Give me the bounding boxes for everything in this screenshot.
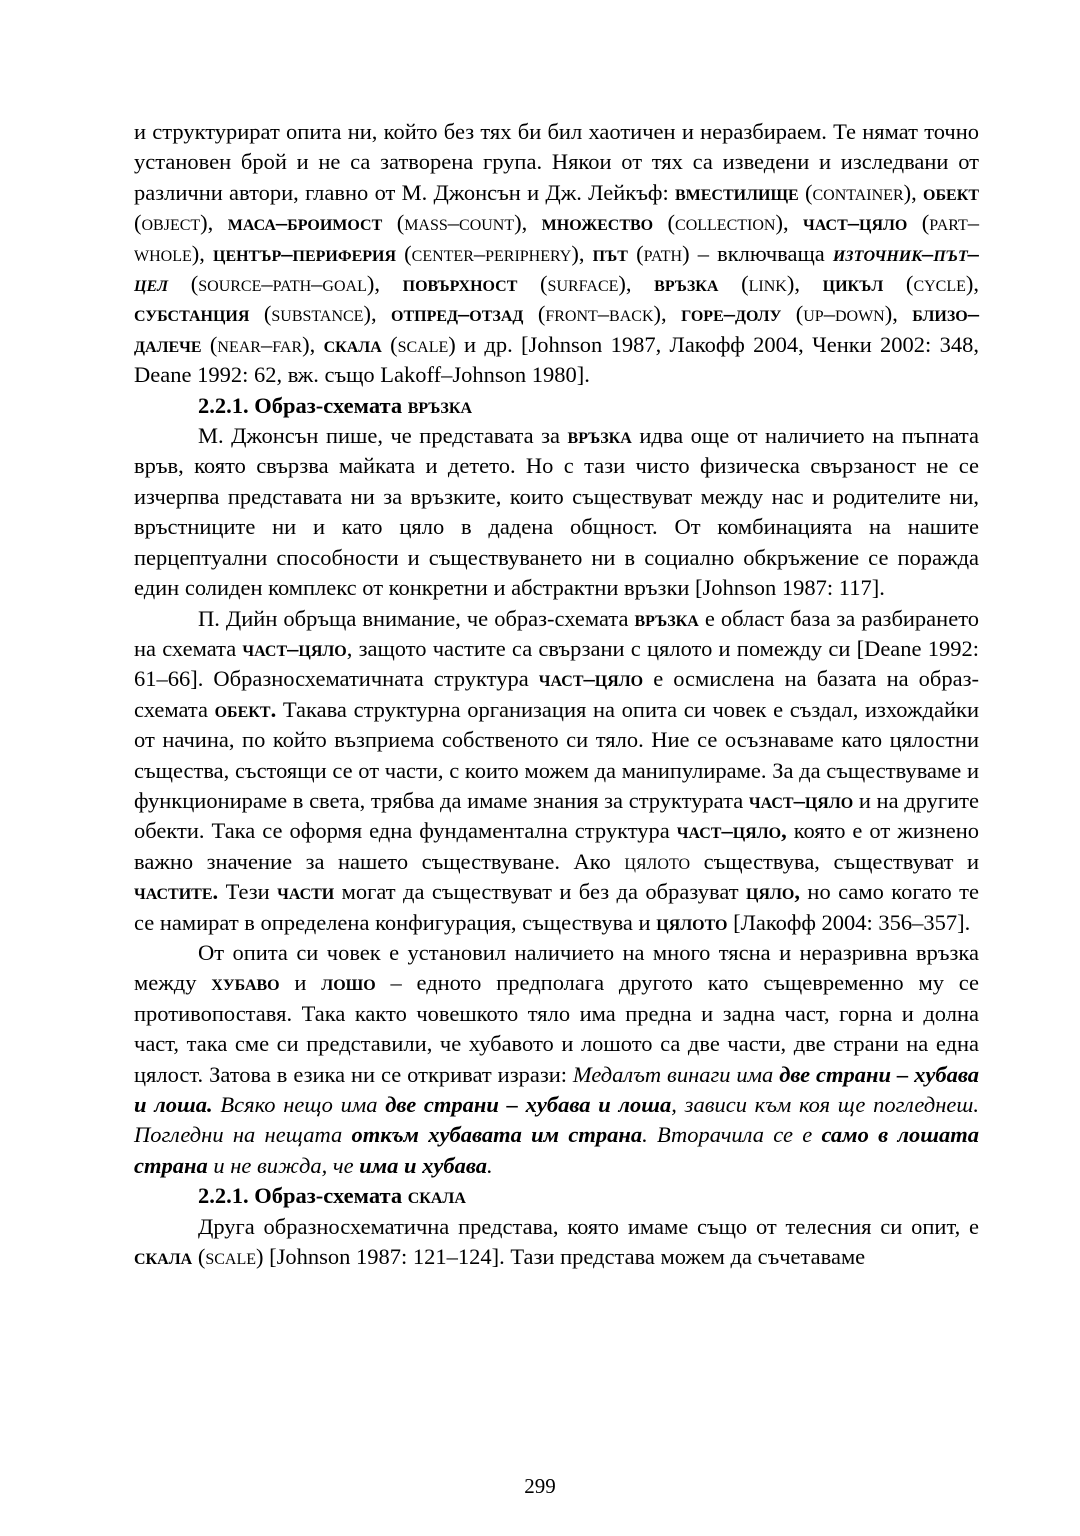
- text-run: scale: [205, 1244, 256, 1270]
- text-run: (: [883, 271, 914, 297]
- text-run: От опита си човек е установил наличието на много тясна и неразривна връзка между: [134, 939, 979, 996]
- text-run: хубаво: [211, 970, 280, 996]
- text-run: част–цяло,: [676, 818, 787, 844]
- text-run: център–периферия: [213, 240, 397, 266]
- text-run: , зависи към коя ще погледнеш. Погледни на нещата: [134, 1092, 979, 1148]
- text-run: front–back: [545, 301, 654, 327]
- text-run: ),: [786, 271, 823, 297]
- text-run: цикъл: [822, 271, 884, 297]
- text-run: ),: [366, 271, 403, 297]
- text-run: две страни – хубава и лоша: [385, 1092, 672, 1117]
- text-run: маса–броимост: [227, 210, 383, 236]
- text-run: near–far: [217, 331, 303, 357]
- text-run: части: [277, 879, 335, 905]
- text-run: (: [201, 331, 218, 357]
- text-run: Всяко нещо има: [212, 1092, 386, 1117]
- text-run: отпред–отзад: [391, 301, 524, 327]
- text-run: Такава структурна организация на опита си човек е създал, изхождайки от начина, по който възприема собственото си тяло. Ние се осъзнаваме като цялостни същества, състоящи се от части, с които можем да манипулираме. За да съществуваме и функционираме в света, трябва да имаме знания за структурата: [134, 696, 979, 813]
- text-run: Тези: [218, 879, 278, 905]
- text-run: (: [523, 301, 546, 327]
- text-run: и не вижда, че: [207, 1152, 360, 1178]
- text-run: ),: [191, 240, 213, 266]
- text-run: ),: [200, 210, 228, 236]
- text-run: . Вторачила се е: [642, 1122, 822, 1148]
- text-run: и: [279, 970, 322, 996]
- text-run: path: [643, 240, 683, 266]
- text-run: ) – включваща: [682, 240, 833, 266]
- text-run: и структурират опита ни, който без тях би бил хаотичен и неразбираем. Те нямат точно установен брой и не са затворена група. Някои от тях са изведени и изследвани от различни автори, главно от М. Джонсън и Дж. Лейкъф:: [134, 119, 979, 205]
- text-run: съществува, съществуват и: [690, 848, 979, 874]
- text-run: ),: [653, 301, 682, 327]
- text-run: цялото: [624, 848, 691, 874]
- text-run: близо–далече: [134, 301, 979, 357]
- section-heading-2: [134, 1181, 979, 1211]
- text-run: ),: [884, 301, 913, 327]
- paragraph-3: [134, 604, 979, 938]
- text-run: (: [627, 240, 644, 266]
- text-run: ),: [903, 179, 924, 205]
- text-run: 2.2.1. Образ-схемата: [198, 1183, 408, 1209]
- text-run: ),: [618, 271, 655, 297]
- text-run: [Лакофф 2004: 356–357].: [727, 909, 971, 935]
- text-run: е област база за разбирането на схемата: [134, 605, 979, 661]
- text-run: горе–долу: [681, 301, 782, 327]
- text-run: (: [798, 179, 813, 205]
- text-run: collection: [675, 210, 776, 236]
- text-run: част–цяло: [803, 210, 908, 236]
- text-run: източник–път–цел: [134, 240, 979, 297]
- text-run: surface: [547, 271, 619, 297]
- section-heading-1: [134, 391, 979, 421]
- text-run: ),: [775, 210, 804, 236]
- text-run: center–periphery: [411, 240, 572, 266]
- text-run: откъм хубавата им страна: [351, 1122, 643, 1148]
- text-run: (: [249, 301, 272, 327]
- text-run: (: [907, 210, 930, 236]
- text-run: връзка: [654, 271, 719, 297]
- text-run: 2.2.1. Образ-схемата: [198, 392, 408, 418]
- paragraph-1: [134, 117, 979, 391]
- text-run: повърхност: [402, 271, 518, 297]
- text-run: път: [592, 240, 628, 266]
- text-run: две страни – хубава и лоша.: [134, 1061, 979, 1117]
- body-text: [134, 117, 979, 1272]
- text-run: (: [382, 210, 405, 236]
- paragraph-2: [134, 421, 979, 603]
- text-run: която е от жизнено важно значение за нашето съществуване. Ако: [134, 818, 979, 874]
- text-run: , защото частите са свързани с цялото и помежду си [Deane 1992: 61–66]. Образносхематичната структура: [134, 635, 979, 692]
- text-run: но само когато те се намират в определена конфигурация, съществува и: [134, 879, 979, 935]
- text-run: (: [396, 240, 412, 266]
- text-run: скала: [407, 1183, 466, 1209]
- text-run: идва още от наличието на пъпната връв, която свързва майката и детето. Но с тази чисто физическа свързаност не се изчерпва представата ни за връзките, които съществуват между нас и родителите ни, връстниците ни и като цяло в дадена общност. От комбинацията на нашите перцептуални способности и съществуването ни в социално обкръжение се поражда един солиден комплекс от конкретни и абстрактни връзки [Johnson 1987: 117].: [134, 423, 979, 601]
- text-run: source–path–goal: [198, 271, 367, 297]
- text-run: част–цяло: [242, 635, 347, 661]
- text-run: up–down: [803, 301, 885, 327]
- text-run: връзка: [567, 423, 632, 449]
- text-run: ),: [514, 210, 542, 236]
- text-run: (: [192, 1244, 206, 1270]
- text-run: П. Дийн обръща внимание, че образ-схемата: [198, 605, 635, 631]
- text-run: лошо: [321, 970, 376, 996]
- text-run: е осмислена на базата на образ-схемата: [134, 666, 979, 722]
- text-run: вместилище: [674, 179, 799, 205]
- text-run: обект: [923, 179, 979, 205]
- text-run: част–цяло: [748, 787, 854, 813]
- text-run: cycle: [913, 271, 966, 297]
- text-run: part–whole: [134, 210, 979, 266]
- text-run: Медалът винаги има: [572, 1061, 780, 1087]
- text-run: mass–count: [404, 210, 515, 236]
- text-run: ),: [302, 331, 324, 357]
- text-run: link: [748, 271, 787, 297]
- text-run: substance: [271, 301, 364, 327]
- text-run: (: [517, 271, 548, 297]
- text-run: множество: [541, 210, 654, 236]
- paragraph-5: [134, 1212, 979, 1273]
- text-run: object: [141, 210, 201, 236]
- page-number: 299: [524, 1474, 556, 1498]
- text-run: ),: [363, 301, 392, 327]
- text-run: scale: [397, 331, 449, 357]
- text-run: Друга образносхематична представа, която имаме също от телесния си опит, е: [198, 1213, 979, 1239]
- text-run: субстанция: [134, 301, 250, 327]
- text-run: частите.: [134, 879, 219, 905]
- paragraph-4: [134, 938, 979, 1181]
- text-run: ),: [965, 271, 980, 297]
- text-run: и на другите обекти. Така се оформя една фундаментална структура: [134, 787, 979, 844]
- text-run: връзка: [634, 605, 699, 631]
- text-run: само в лошата страна: [134, 1122, 979, 1178]
- text-run: обект.: [214, 696, 277, 722]
- text-run: скала: [134, 1244, 193, 1270]
- text-run: (: [168, 271, 199, 297]
- text-run: М. Джонсън пише, че представата за: [198, 423, 568, 449]
- text-run: скала: [323, 331, 382, 357]
- text-run: цялото: [656, 909, 728, 935]
- text-run: ) [Johnson 1987: 121–124]. Тази представа можем да съчетаваме: [255, 1244, 866, 1270]
- text-run: (: [781, 301, 804, 327]
- text-run: (: [718, 271, 749, 297]
- text-run: .: [487, 1152, 493, 1178]
- text-run: container: [812, 179, 904, 205]
- text-run: ),: [571, 240, 593, 266]
- text-run: (: [134, 210, 142, 236]
- text-run: – едното предполага другото като същевременно му се противопоставя. Така както човешкото тяло има предна и задна част, горна и долна част, така сме си представили, че хубавото и лошото са две части, две страни на една цялост. Затова в езика ни се откриват изрази:: [134, 970, 980, 1087]
- text-run: ) и др. [Johnson 1987, Лакофф 2004, Ченки 2002: 348, Deane 1992: 62, вж. също Lakoff–Johnson 1980].: [134, 331, 979, 388]
- text-run: цяло,: [745, 879, 800, 905]
- text-run: (: [381, 331, 398, 357]
- text-run: (: [653, 210, 676, 236]
- text-run: връзка: [407, 392, 473, 418]
- text-run: могат да съществуват и без да образуват: [334, 879, 746, 905]
- text-run: част–цяло: [538, 666, 644, 692]
- text-run: има и хубава: [359, 1152, 487, 1178]
